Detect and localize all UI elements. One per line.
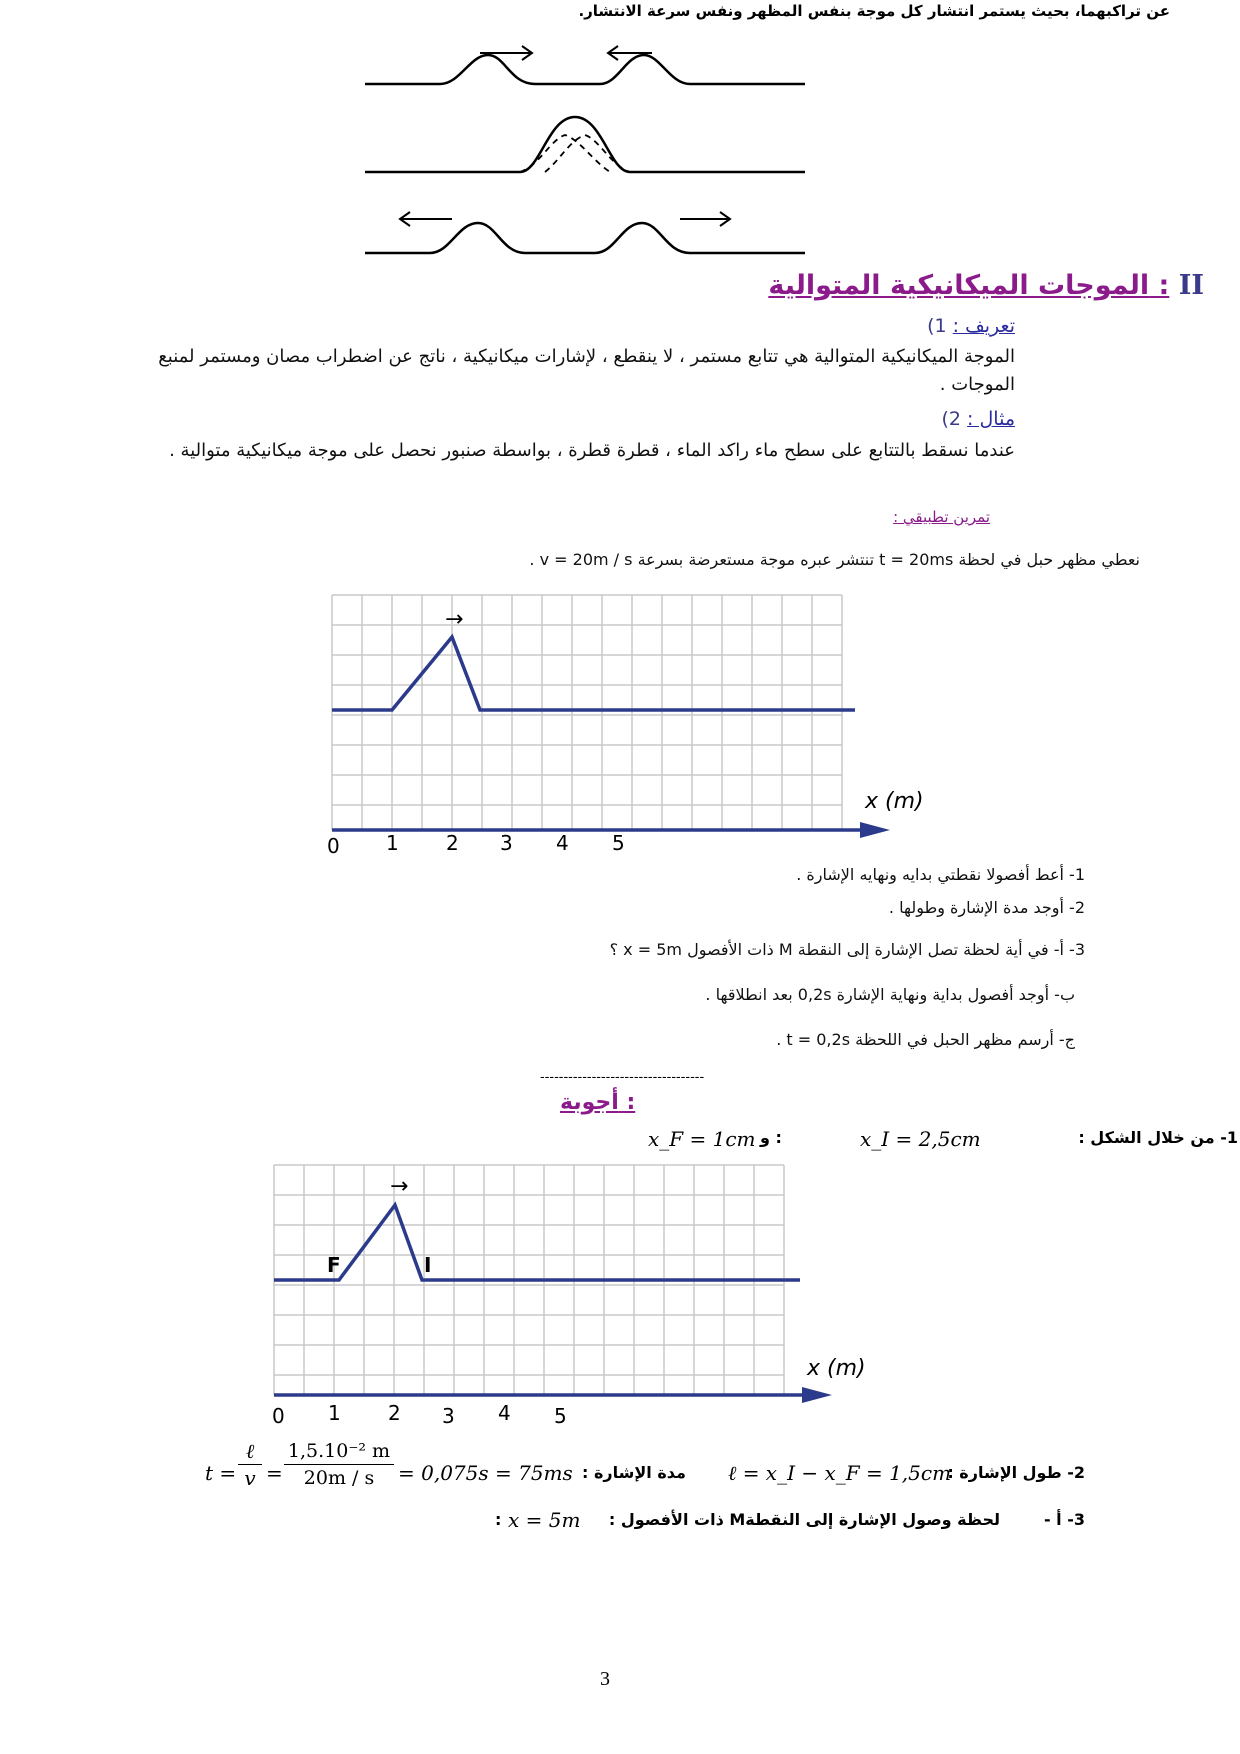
- answer-2-duration-label: مدة الإشارة :: [582, 1463, 686, 1482]
- answers-title: أجوبة :: [560, 1090, 636, 1115]
- answer-1-xF: x_F = 1cm: [648, 1127, 756, 1151]
- answer-tick-label: 5: [554, 1404, 567, 1428]
- tick-label: 5: [612, 831, 625, 855]
- answer-graph: [262, 1160, 882, 1435]
- tick-label: 4: [556, 831, 569, 855]
- question-2: 2- أوجد مدة الإشارة وطولها .: [888, 898, 1085, 917]
- point-F-label: F: [327, 1253, 341, 1277]
- section-title: [768, 270, 1204, 301]
- example-heading: [941, 408, 1015, 430]
- definition-text: الموجة الميكانيكية المتوالية هي تتابع مستمر ، لا ينقطع ، لإشارات ميكانيكية ، ناتج عن اضطراب مصان ومستمر لمنبع الموجات .: [158, 346, 1015, 395]
- section-number: II: [1178, 270, 1204, 301]
- answer-1-xI: x_I = 2,5cm: [860, 1127, 981, 1151]
- graph-grid: [332, 595, 842, 830]
- answer-tick-label: 4: [498, 1401, 511, 1425]
- answer-1-label: 1- من خلال الشكل :: [1078, 1128, 1238, 1147]
- example-number: 2): [941, 408, 961, 430]
- answer-2-fraction-1: [238, 1438, 262, 1491]
- question-3c: ج- أرسم مظهر الحبل في اللحظة t = 0,2s .: [776, 1030, 1075, 1049]
- answer-1-and: و :: [760, 1128, 782, 1147]
- definition-heading-text: تعريف :: [952, 315, 1015, 337]
- example-text: عندما نسقط بالتتابع على سطح ماء راكد الماء ، قطرة قطرة ، بواسطة صنبور نحصل على موجة ميكانيكية متوالية .: [169, 440, 1015, 461]
- answer-3-x: x = 5m: [508, 1508, 581, 1532]
- answer-3-label: 3- أ -: [1043, 1510, 1085, 1529]
- answer-2-length: ℓ = x_I − x_F = 1,5cm: [728, 1461, 952, 1485]
- answer-3-text: لحظة وصول الإشارة إلى النقطةM ذات الأفصول :: [608, 1510, 1000, 1529]
- separator: -----------------------------------: [540, 1070, 705, 1085]
- top-text: عن تراكبهما، بحيث يستمر انتشار كل موجة بنفس المظهر ونفس سرعة الانتشار.: [578, 2, 1170, 20]
- answer-2-fraction-2: [284, 1438, 394, 1491]
- propagation-arrow-icon: →: [445, 607, 464, 632]
- answer-2-equals: =: [266, 1461, 283, 1485]
- answer-2-t: t =: [205, 1461, 237, 1485]
- definition-heading: [927, 315, 1015, 337]
- answer-tick-label: 3: [442, 1404, 455, 1428]
- page-number: 3: [600, 1668, 610, 1690]
- answer-tick-label: 0: [272, 1404, 285, 1428]
- question-3b: ب- أوجد أفصول بداية ونهاية الإشارة 0,2s بعد انطلاقها .: [705, 985, 1075, 1004]
- answer-rope-profile: [274, 1205, 800, 1280]
- answer-2-duration-value: = 0,075s = 75ms: [398, 1461, 573, 1485]
- tick-label: 2: [446, 831, 459, 855]
- answer-tick-label: 1: [328, 1401, 341, 1425]
- rope-graph: [320, 590, 940, 865]
- fraction-2-denominator: 20m / s: [303, 1467, 375, 1489]
- tick-label: 1: [386, 831, 399, 855]
- answer-propagation-arrow-icon: →: [390, 1174, 409, 1199]
- definition-number: 1): [927, 315, 947, 337]
- question-1: 1- أعط أفصولا نقطتي بدايه ونهايه الإشارة .: [796, 865, 1085, 884]
- answer-tick-label: 2: [388, 1401, 401, 1425]
- x-axis-arrowhead: [860, 822, 890, 838]
- point-I-label: I: [424, 1253, 432, 1277]
- rope-profile: [332, 637, 855, 710]
- section-title-text: الموجات الميكانيكية المتوالية :: [768, 270, 1170, 301]
- answer-x-axis-label: x (m): [807, 1356, 866, 1381]
- tick-label: 0: [327, 834, 340, 858]
- superposition-figure: [360, 35, 820, 270]
- example-heading-text: مثال :: [967, 408, 1015, 430]
- fraction-1-numerator: ℓ: [238, 1438, 262, 1465]
- question-3a: 3- أ- في أية لحظة تصل الإشارة إلى النقطة M ذات الأفصول x = 5m ؟: [609, 940, 1085, 959]
- answer-2-label: 2- طول الإشارة :: [947, 1463, 1085, 1482]
- fraction-1-denominator: v: [244, 1466, 256, 1490]
- exercise-title: تمرين تطبيقي :: [893, 508, 990, 526]
- fraction-2-numerator: 1,5.10⁻² m: [284, 1438, 394, 1465]
- answer-x-axis-arrowhead: [802, 1387, 832, 1403]
- answer-3-colon: :: [495, 1510, 502, 1529]
- x-axis-label: x (m): [865, 789, 924, 814]
- exercise-statement: نعطي مظهر حبل في لحظة t = 20ms تنتشر عبره موجة مستعرضة بسرعة v = 20m / s .: [529, 550, 1140, 569]
- tick-label: 3: [500, 831, 513, 855]
